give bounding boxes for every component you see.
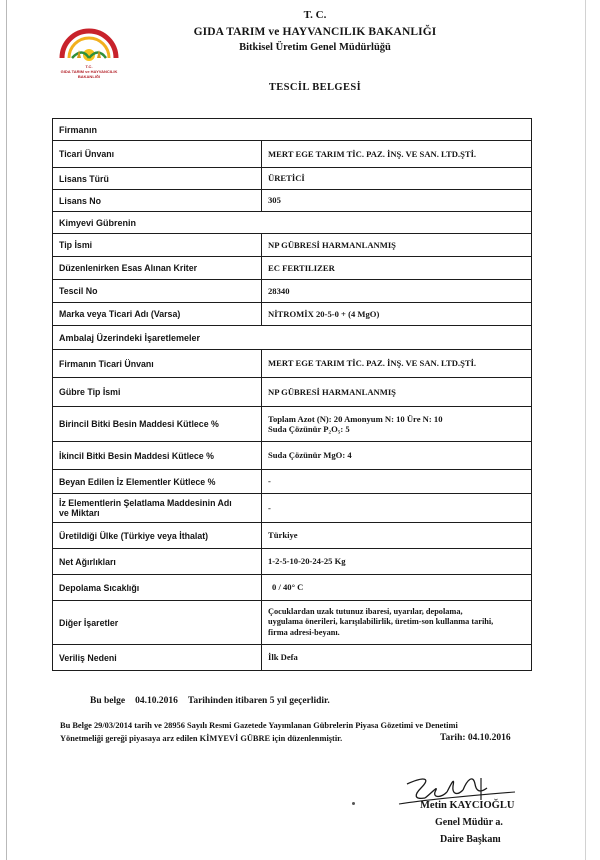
table-row xyxy=(53,234,531,257)
field-label: Net Ağırlıkları xyxy=(53,549,262,574)
field-label: Tescil No xyxy=(53,280,262,302)
table-row xyxy=(53,190,531,212)
field-value: - xyxy=(268,476,271,487)
field-label: Üretildiği Ülke (Türkiye veya İthalat) xyxy=(53,523,262,548)
table-row xyxy=(53,470,531,494)
field-value: 305 xyxy=(268,195,281,206)
validity-statement xyxy=(90,696,330,706)
field-value: NİTROMİX 20-5-0 + (4 MgO) xyxy=(268,308,380,319)
field-label: Depolama Sıcaklığı xyxy=(53,575,262,600)
value-line: Çocuklardan uzak tutunuz ibaresi, uyarılar, depolama, xyxy=(268,606,463,616)
logo-caption xyxy=(52,64,126,79)
table-row xyxy=(53,350,531,378)
logo-caption-line: GIDA TARIM ve HAYVANCILIK xyxy=(60,69,118,74)
section-row xyxy=(53,119,531,141)
table-row xyxy=(53,407,531,442)
field-value: 28340 xyxy=(268,285,290,296)
field-value: 1-2-5-10-20-24-25 Kg xyxy=(268,556,346,567)
field-value: MERT EGE TARIM TİC. PAZ. İNŞ. VE SAN. LTD.ŞTİ. xyxy=(268,358,477,369)
table-row xyxy=(53,168,531,190)
table-row xyxy=(53,549,531,575)
field-label: Marka veya Ticari Adı (Varsa) xyxy=(53,303,262,325)
label-line: İz Elementlerin Şelatlama Maddesinin Adı xyxy=(59,498,232,508)
legal-line: Bu Belge 29/03/2014 tarih ve 28956 Sayılı Resmi Gazetede Yayımlanan Gübrelerin Piyasa Gözetimi ve Denetimi xyxy=(60,721,458,730)
value-line: firma adresi-beyanı. xyxy=(268,627,340,637)
field-label: Beyan Edilen İz Elementler Kütlece % xyxy=(53,470,262,493)
field-label: Lisans No xyxy=(53,190,262,211)
field-label: Firmanın Ticari Ünvanı xyxy=(53,350,262,377)
field-label: Diğer İşaretler xyxy=(53,601,262,644)
field-label: Lisans Türü xyxy=(53,168,262,189)
header-ministry: GIDA TARIM ve HAYVANCILIK BAKANLIĞI xyxy=(193,26,437,38)
document-title: TESCİL BELGESİ xyxy=(268,82,362,93)
registration-table xyxy=(52,118,532,671)
logo-caption-line: T.C. xyxy=(85,64,93,69)
section-row xyxy=(53,212,531,234)
table-row xyxy=(53,141,531,168)
validity-prefix: Bu belge xyxy=(90,696,126,706)
table-row xyxy=(53,645,531,670)
signatory-title: Genel Müdür a. xyxy=(435,817,503,828)
header-directorate: Bitkisel Üretim Genel Müdürlüğü xyxy=(239,42,391,53)
signatory-title: Daire Başkanı xyxy=(440,834,501,845)
table-row xyxy=(53,575,531,601)
field-value: NP GÜBRESİ HARMANLANMIŞ xyxy=(268,239,396,250)
ministry-emblem-icon xyxy=(52,14,126,64)
table-row xyxy=(53,494,531,523)
field-value: NP GÜBRESİ HARMANLANMIŞ xyxy=(268,386,396,397)
field-label: Ticari Ünvanı xyxy=(53,141,262,167)
scan-edge-left xyxy=(6,0,7,860)
field-label: İkincil Bitki Besin Maddesi Kütlece % xyxy=(53,442,262,469)
field-value: Türkiye xyxy=(268,530,298,541)
ministry-logo xyxy=(52,14,126,84)
header-country: T. C. xyxy=(303,9,327,21)
section-heading: Kimyevi Gübrenin xyxy=(59,217,137,228)
field-label: Birincil Bitki Besin Maddesi Kütlece % xyxy=(53,407,262,441)
value-line: Toplam Azot (N): 20 Amonyum N: 10 Üre N: 10 xyxy=(268,413,443,424)
validity-date: 04.10.2016 xyxy=(135,696,178,706)
field-label: Düzenlenirken Esas Alınan Kriter xyxy=(53,257,262,279)
value-line: uygulama önerileri, karışılabilirlik, üretim-son kullanma tarihi, xyxy=(268,617,494,627)
scan-speck xyxy=(352,802,355,805)
field-label xyxy=(53,494,262,522)
logo-caption-line: BAKANLIĞI xyxy=(77,74,101,79)
legal-line: Yönetmeliği gereği piyasaya arz edilen KİMYEVİ GÜBRE için düzenlenmiştir. xyxy=(60,733,343,743)
field-value xyxy=(262,601,531,644)
table-row xyxy=(53,442,531,470)
table-row xyxy=(53,280,531,303)
field-label: Tip İsmi xyxy=(53,234,262,256)
field-value: 0 / 40° C xyxy=(272,582,304,593)
label-line: ve Miktarı xyxy=(59,508,100,518)
field-value xyxy=(262,407,531,441)
table-row xyxy=(53,303,531,326)
field-label: Gübre Tip İsmi xyxy=(53,378,262,406)
field-value: EC FERTILIZER xyxy=(268,262,335,273)
section-heading: Firmanın xyxy=(59,124,98,135)
table-row xyxy=(53,523,531,549)
field-label: Veriliş Nedeni xyxy=(53,645,262,670)
validity-suffix: Tarihinden itibaren 5 yıl geçerlidir. xyxy=(187,696,330,706)
field-value: İlk Defa xyxy=(268,652,298,663)
field-value: ÜRETİCİ xyxy=(268,173,305,184)
issue-date: Tarih: 04.10.2016 xyxy=(440,733,511,743)
field-value: MERT EGE TARIM TİC. PAZ. İNŞ. VE SAN. LTD.ŞTİ. xyxy=(268,148,477,159)
table-row xyxy=(53,378,531,407)
signatory-name: Metin KAYCIOĞLU xyxy=(420,800,515,811)
section-heading: Ambalaj Üzerindeki İşaretlemeler xyxy=(59,332,201,343)
table-row xyxy=(53,257,531,280)
table-row xyxy=(53,601,531,645)
field-value: Suda Çözünür MgO: 4 xyxy=(268,450,352,461)
value-line: Suda Çözünür P₂O₅: 5 xyxy=(268,424,350,434)
field-value: - xyxy=(268,502,271,513)
section-row xyxy=(53,326,531,350)
scan-edge-right xyxy=(585,0,586,860)
